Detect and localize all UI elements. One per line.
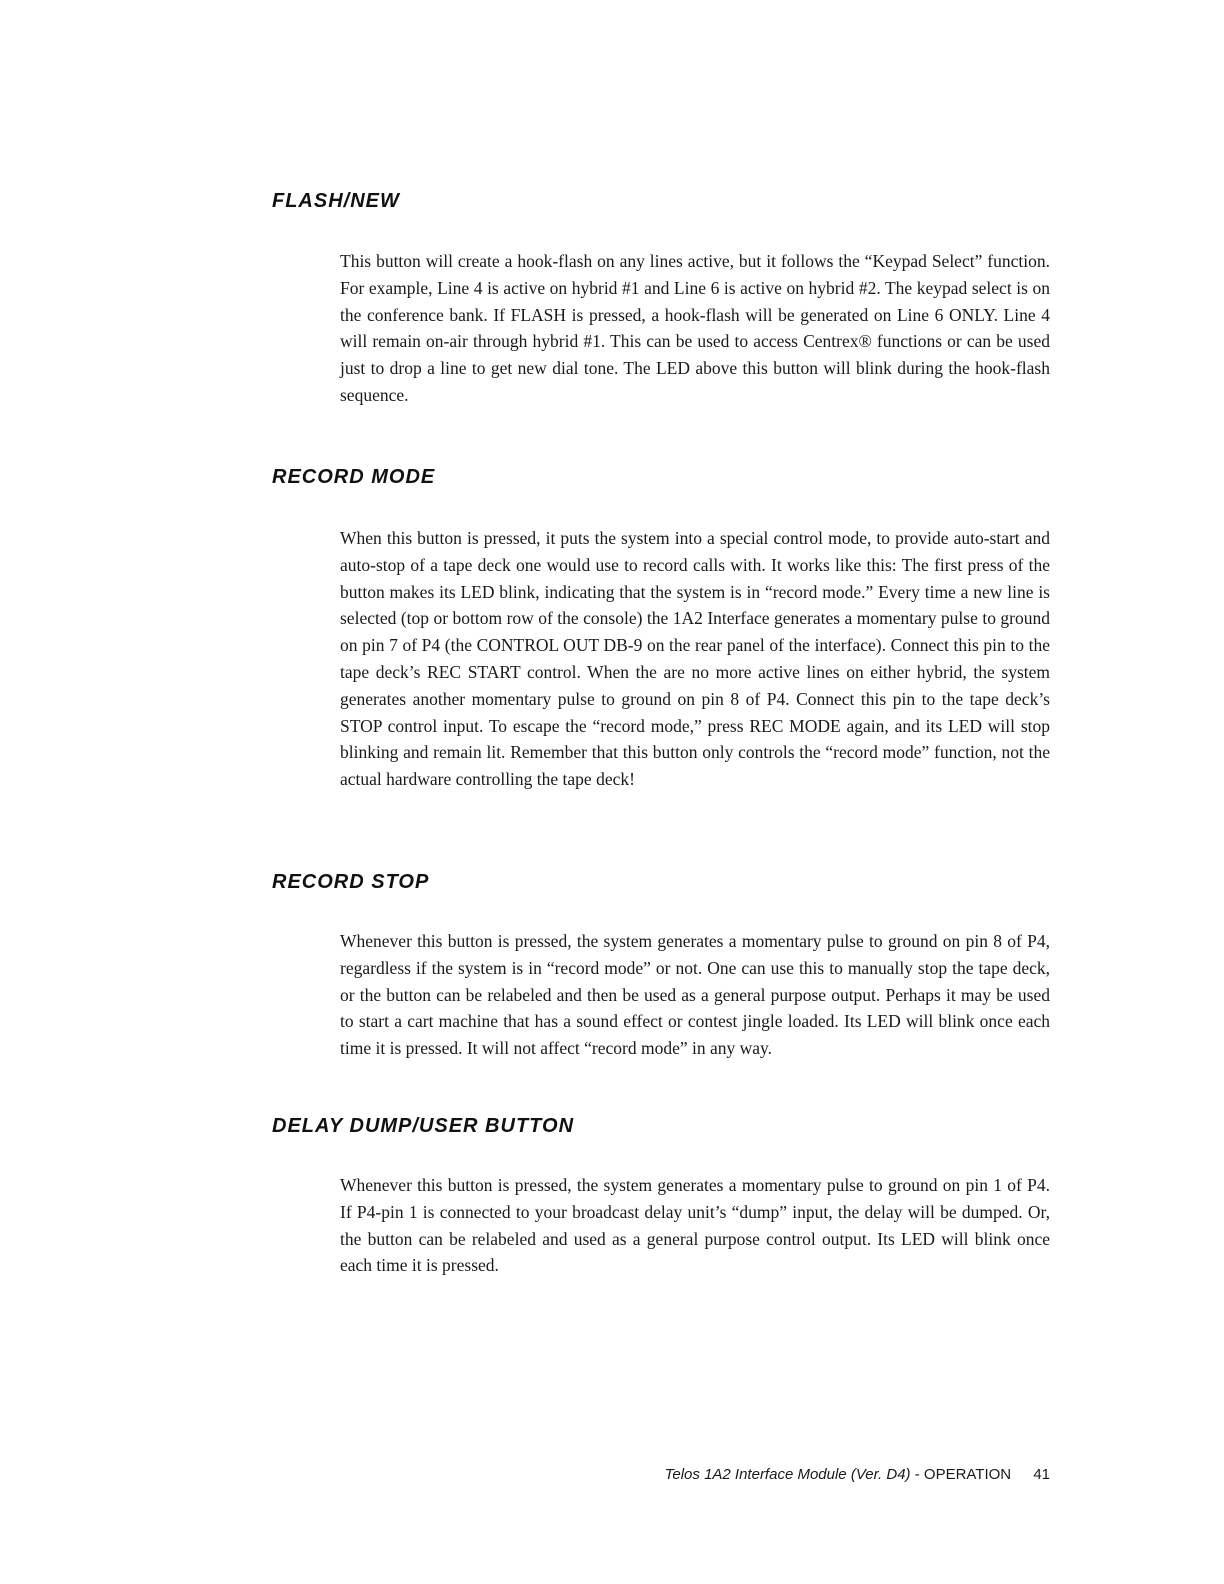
page-number: 41 (1033, 1466, 1050, 1483)
heading-record-mode: RECORD MODE (272, 466, 436, 488)
paragraph-record-stop: Whenever this button is pressed, the system generates a momentary pulse to ground on pin 8 of P4, regardless if the system is in “record mode” or not. One can use this to manually stop the tape deck, or the button can be relabeled and then be used as a general purpose output. Perhaps it may be used to start a cart machine that has a sound effect or contest jingle loaded. Its LED will blink once each time it is pressed. It will not affect “record mode” in any way. (340, 931, 1050, 1059)
heading-delay-dump: DELAY DUMP/USER BUTTON (272, 1115, 575, 1137)
paragraph-delay-dump: Whenever this button is pressed, the system generates a momentary pulse to ground on pin 1 of P4. If P4-pin 1 is connected to your broadcast delay unit’s “dump” input, the delay will be dumped. Or, the button can be relabeled and used as a general purpose control output. Its LED will blink once each time it is pressed. (340, 1175, 1050, 1276)
paragraph-flash-new: This button will create a hook-flash on any lines active, but it follows the “Keypad Select” function. For example, Line 4 is active on hybrid #1 and Line 6 is active on hybrid #2. The keypad select is on the conference bank. If FLASH is pressed, a hook-flash will be generated on Line 6 ONLY. Line 4 will remain on-air through hybrid #1. This can be used to access Centrex® functions or can be used just to drop a line to get new dial tone. The LED above this button will blink during the hook-flash sequence. (340, 251, 1050, 405)
heading-record-stop: RECORD STOP (272, 871, 430, 893)
page-footer (560, 1466, 1050, 1483)
paragraph-record-mode: When this button is pressed, it puts the system into a special control mode, to provide auto-start and auto-stop of a tape deck one would use to record calls with. It works like this: The first press of the button makes its LED blink, indicating that the system is in “record mode.” Every time a new line is selected (top or bottom row of the console) the 1A2 Interface generates a momentary pulse to ground on pin 7 of P4 (the CONTROL OUT DB-9 on the rear panel of the interface). Connect this pin to the tape deck’s REC START control. When the are no more active lines on either hybrid, the system generates another momentary pulse to ground on pin 8 of P4. Connect this pin to the tape deck’s STOP control input. To escape the “record mode,” press REC MODE again, and its LED will stop blinking and remain lit. Remember that this button only controls the “record mode” function, not the actual hardware controlling the tape deck! (340, 528, 1050, 790)
footer-title: Telos 1A2 Interface Module (Ver. D4) (664, 1466, 911, 1483)
heading-flash-new: FLASH/NEW (272, 190, 400, 212)
footer-section: - OPERATION (914, 1466, 1012, 1483)
